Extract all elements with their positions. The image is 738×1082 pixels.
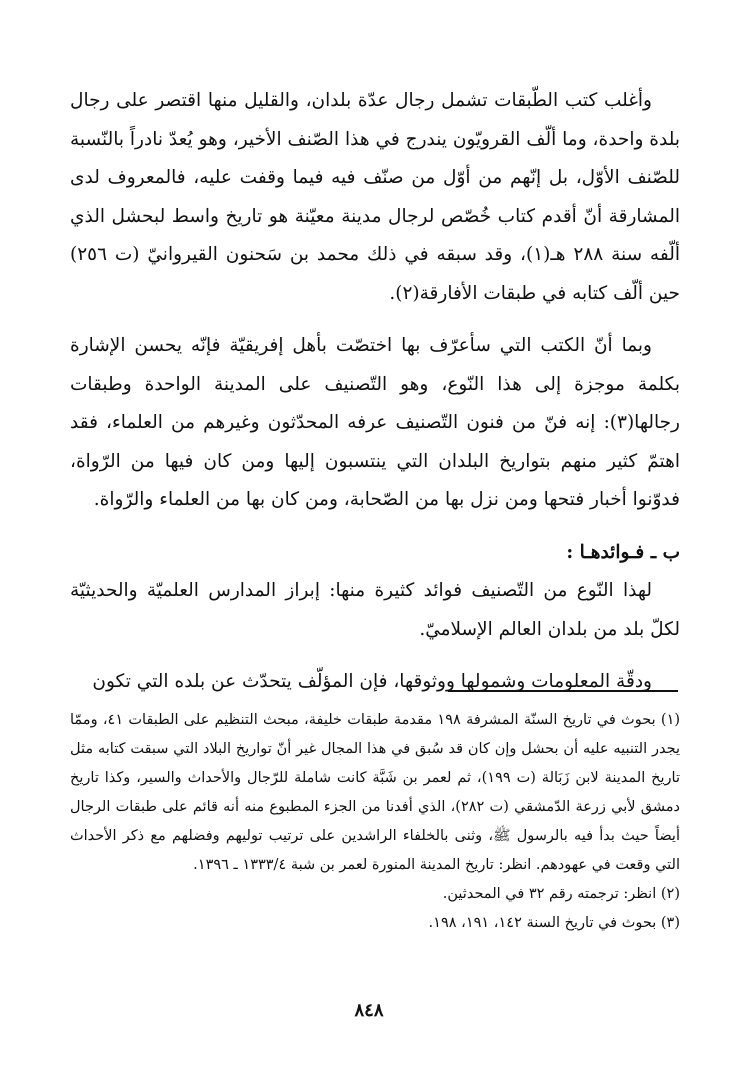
footnote-number: (٣)	[660, 915, 680, 931]
footnote-number: (٢)	[660, 886, 680, 902]
paragraph-1: وأغلب كتب الطّبقات تشمل رجال عدّة بلدان، والقليل منها اقتصر على رجال بلدة واحدة، وما ألّف القرويّون يندرج في هذا الصّنف الأخير، وهو يُعدّ نادراً بالنّسبة للصّنف الأوّل، بل إنّهم من أوّل من صنّف فيه فيما وقفت عليه، فالمعروف لدى المشارقة أنّ أقدم كتاب خُصّص لرجال مدينة معيّنة هو تاريخ واسط لبحشل الذي ألّفه سنة ٢٨٨ هـ(١)، وقد سبقه في ذلك محمد بن سَحنون القيروانيّ (ت ٢٥٦) حين ألّف كتابه في طبقات الأفارقة(٢).	[70, 90, 680, 304]
footnote-3	[70, 909, 680, 938]
main-text	[70, 82, 680, 716]
footnote-text: بحوث في تاريخ السنّة المشرفة ١٩٨ مقدمة طبقات خليفة، مبحث التنظيم على الطبقات ٤١، وممّا يجدر التنبيه عليه أن بحشل وإن كان قد سُبق في هذا المجال غير أنّ تواريخ البلاد التي سبقت كتابه مثل تاريخ المدينة لابن زَبَالة (ت ١٩٩)، ثم لعمر بن شَبَّة كانت شاملة للرّجال والأحداث والسير، وكذا تاريخ دمشق لأبي زرعة الدّمشقي (ت ٢٨٢)، الذي أفدنا من الجزء المطبوع منه أنه قائم على طبقات الرجال أيضاً حيث بدأ فيه بالرسول ﷺ، وثنى بالخلفاء الراشدين على ترتيب توليهم وفضلهم مع ذكر الأحداث التي وقعت في عهودهم. انظر: تاريخ المدينة المنورة لعمر بن شبة ١٣٣٣/٤ ـ ١٣٩٦.	[70, 712, 681, 873]
footnote-text: بحوث في تاريخ السنة ١٤٢، ١٩١، ١٩٨.	[428, 915, 657, 931]
paragraph-3: لهذا النّوع من التّصنيف فوائد كثيرة منها: إبراز المدارس العلميّة والحديثيّة لكلّ بلد من بلدان العالم الإسلاميّ.	[70, 580, 680, 640]
footnote-2	[70, 880, 680, 909]
paragraph-4: ودقّة المعلومات وشمولها ووثوقها، فإن المؤلّف يتحدّث عن بلده التي تكون	[92, 671, 652, 692]
footnote-1	[70, 706, 680, 880]
footnote-separator	[448, 690, 678, 692]
section-heading: ب ـ فـوائدهـا :	[566, 541, 680, 563]
page-number: ٨٤٨	[354, 1000, 384, 1021]
paragraph-2: وبما أنّ الكتب التي سأعرّف بها اختصّت بأهل إفريقيّة فإنّه يحسن الإشارة بكلمة موجزة إلى هذا النّوع، وهو التّصنيف على المدينة الواحدة وطبقات رجالها(٣): إنه فنّ من فنون التّصنيف عرفه المحدّثون وغيرهم من العلماء، فقد اهتمّ كثير منهم بتواريخ البلدان التي ينتسبون إليها ومن كان فيها من الرّواة، فدوّنوا أخبار فتحها ومن نزل بها من الصّحابة، ومن كان بها من العلماء والرّواة.	[70, 335, 680, 510]
footnote-text: انظر: ترجمته رقم ٣٢ في المحدثين.	[442, 886, 657, 902]
footnotes	[70, 706, 680, 938]
footnote-number: (١)	[660, 712, 681, 728]
